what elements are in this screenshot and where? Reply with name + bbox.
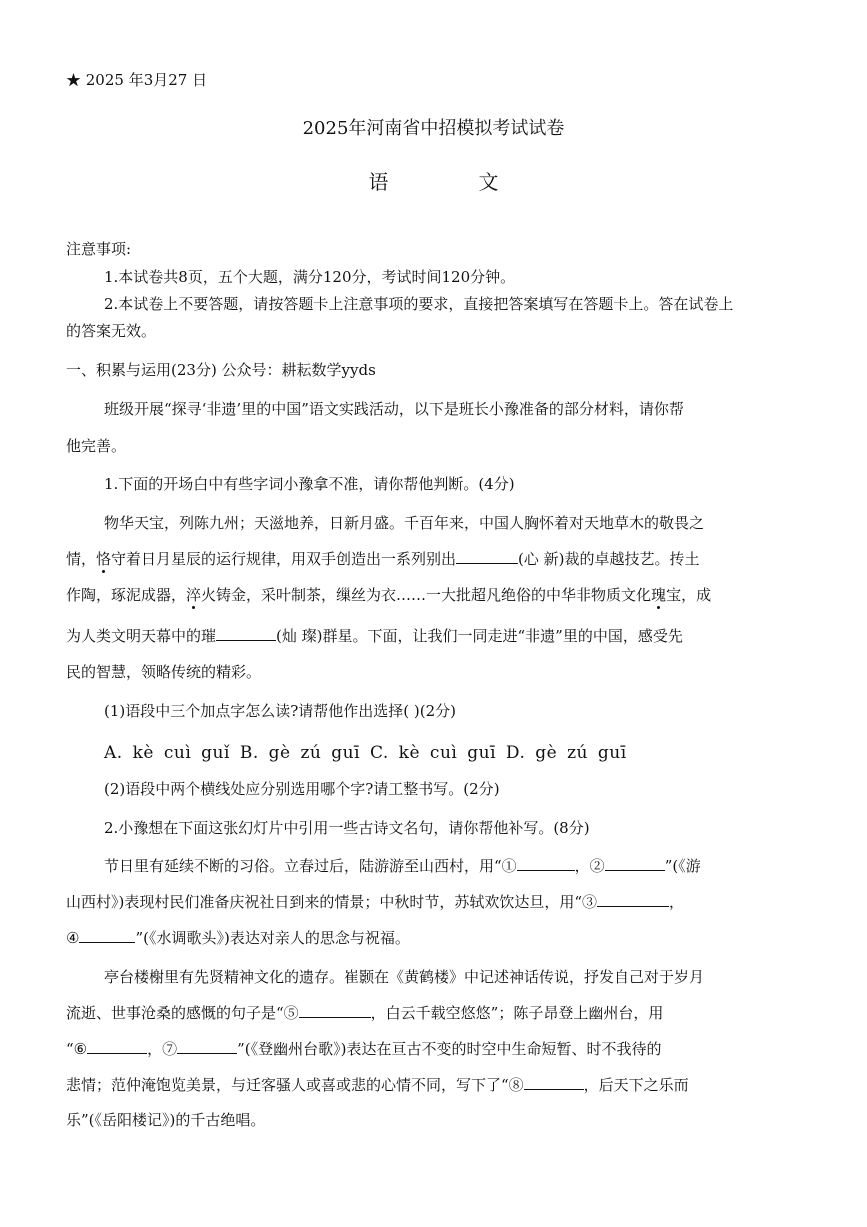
passage1-line-5: 民的智慧，领略传统的精彩。 [66,663,262,681]
passage3-line-1: 亭台楼榭里有先贤精神文化的遗存。崔颢在《黄鹤楼》中记述神话传说，抒发自己对于岁月 [104,968,705,986]
answer-blank-3 [597,892,669,907]
answer-blank-5 [299,1003,371,1018]
notice-item-2-cont: 的答案无效。 [66,322,157,340]
dotted-char: 淬 [186,586,202,604]
answer-blank-7 [177,1039,237,1054]
answer-blank [216,626,276,641]
sub-question-2: (2)语段中两个横线处应分别选用哪个字?请工整书写。(2分) [104,780,500,798]
passage3-line-5: 乐”(《岳阳楼记》)的千古绝唱。 [66,1111,266,1129]
section-heading: 一、积累与运用(23分) 公众号：耕耘数学yyds [66,361,376,379]
passage2-line-3: ④ ”(《水调歌头》)表达对亲人的思念与祝福。 [66,929,410,947]
passage2-line-1: 节日里有延续不断的习俗。立春过后，陆游游至山西村，用“① ，② ”(《游 [104,857,701,875]
notice-item-2: 2.本试卷上不要答题，请按答题卡上注意事项的要求，直接把答案填写在答题卡上。答在试卷上 [104,295,734,313]
dotted-char: 恪 [96,550,112,568]
sub-question-1: (1)语段中三个加点字怎么读?请帮他作出选择( )(2分) [104,702,457,720]
exam-date: ★ 2025 年3月27 日 [66,71,208,89]
answer-blank-2 [605,856,665,871]
exam-subject: 语文 [368,170,589,194]
passage3-line-2: 流逝、世事沧桑的感慨的句子是“⑤ ，白云千载空悠悠”；陈子昂登上幽州台，用 [66,1004,664,1022]
answer-blank-6 [87,1039,147,1054]
intro-line-2: 他完善。 [66,437,127,455]
passage1-line-1: 物华天宝，列陈九州；天滋地养，日新月盛。千百年来，中国人胸怀着对天地草木的敬畏之 [104,514,705,532]
choice-options: A. kè cuì guǐ B. gè zú guī C. kè cuì guī D. gè zú guī [104,743,627,763]
answer-blank-8 [524,1075,584,1090]
answer-blank-1 [517,856,575,871]
question-1: 1.下面的开场白中有些字词小豫拿不准，请你帮他判断。(4分) [104,475,515,493]
intro-line-1: 班级开展“探寻‘非遗’里的中国”语文实践活动，以下是班长小豫准备的部分材料，请你帮 [104,400,684,418]
passage1-line-4: 为人类文明天幕中的璀 (灿 璨)群星。下面，让我们一同走进“非遗”里的中国，感受先 [66,627,683,645]
answer-blank-4 [79,928,135,943]
question-2: 2.小豫想在下面这张幻灯片中引用一些古诗文名句，请你帮他补写。(8分) [104,819,590,837]
passage2-line-2: 山西村》)表现村民们准备庆祝社日到来的情景；中秋时节，苏轼欢饮达旦，用“③ ， [66,893,685,911]
passage1-line-2: 情，恪守着日月星辰的运行规律，用双手创造出一系列别出 (心 新)裁的卓越技艺。抟土 [66,550,700,568]
passage3-line-3: “⑥ ，⑦ ”(《登幽州台歌》)表达在亘古不变的时空中生命短暂、时不我待的 [66,1040,662,1058]
answer-blank [456,549,518,564]
dotted-char: 瑰 [651,586,667,604]
notice-item-1: 1.本试卷共8页，五个大题，满分120分，考试时间120分钟。 [104,268,516,286]
notice-heading: 注意事项: [66,240,132,258]
exam-title: 2025年河南省中招模拟考试试卷 [302,118,565,139]
passage1-line-3: 作陶，琢泥成器，淬火铸金，采叶制茶，缫丝为衣……一大批超凡绝俗的中华非物质文化瑰宝，成 [66,586,712,604]
passage3-line-4: 悲情；范仲淹饱览美景，与迁客骚人或喜或悲的心情不同，写下了“⑧ ，后天下之乐而 [66,1076,689,1094]
